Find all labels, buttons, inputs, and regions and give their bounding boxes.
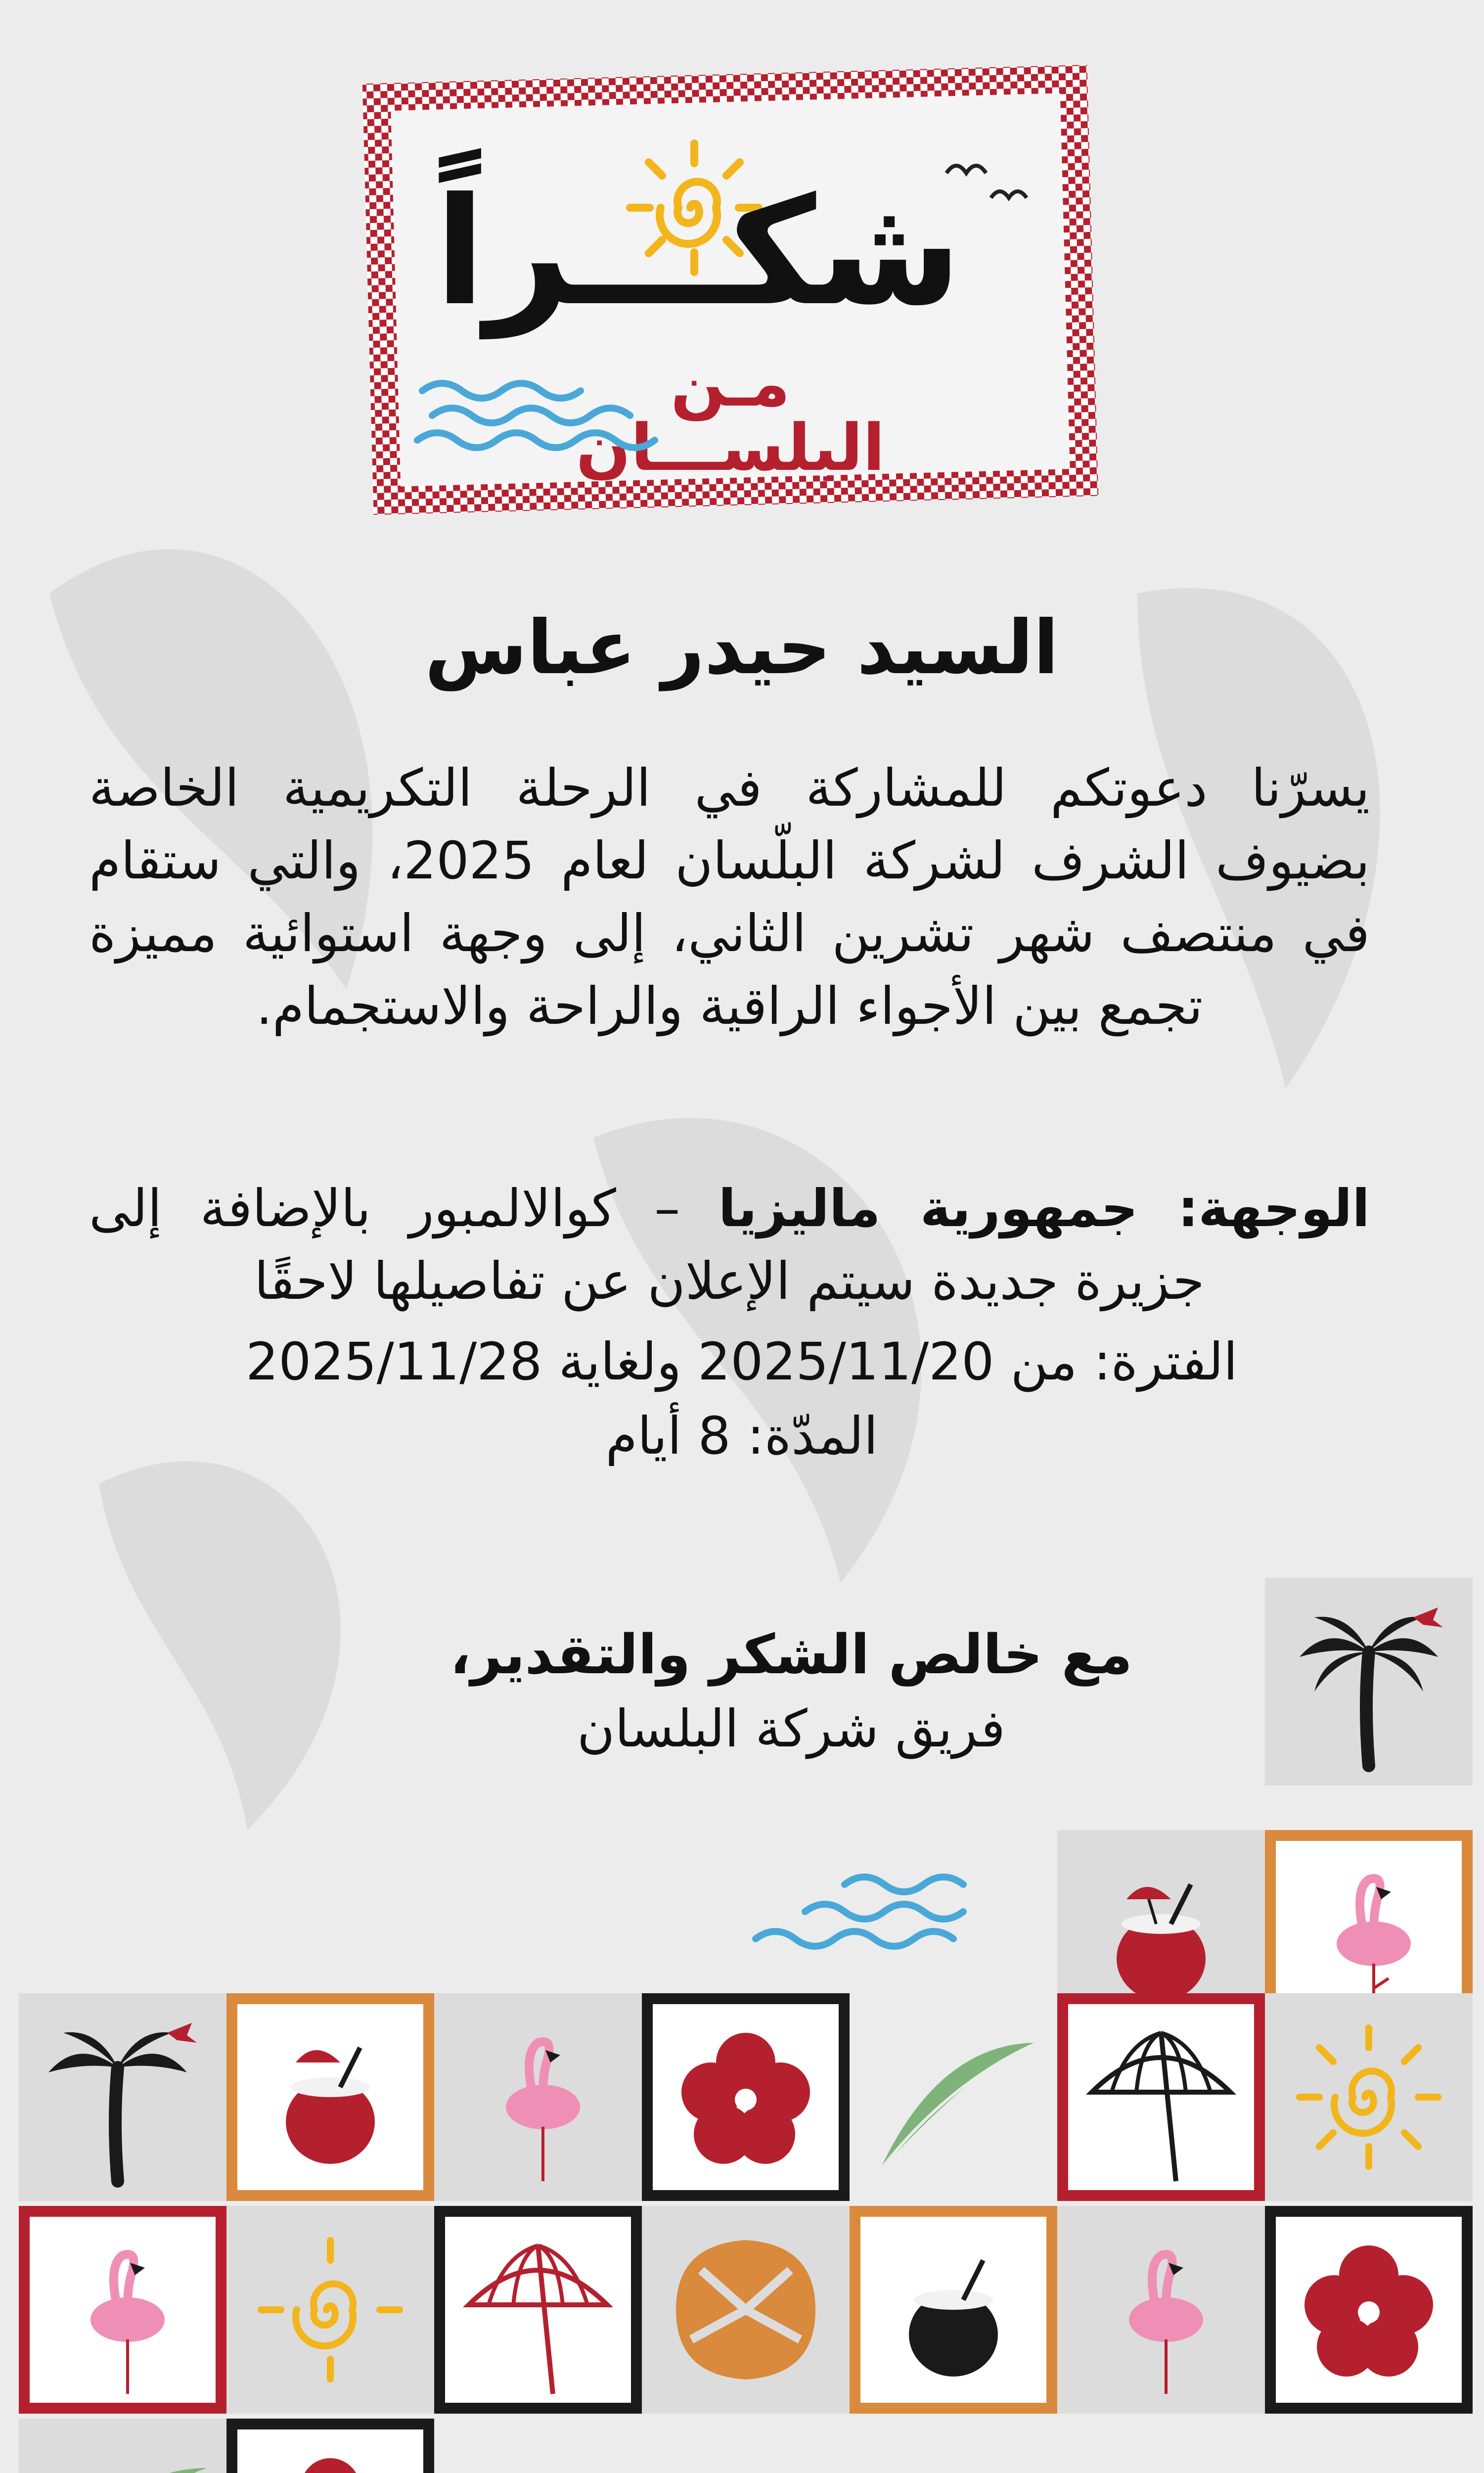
recipient-name: السيد حيدر عباس	[424, 605, 1059, 691]
thanks-badge	[358, 54, 1103, 525]
tile-palm-2	[19, 1993, 226, 2201]
tile-flamingo-3	[19, 2206, 226, 2414]
tile-umbrella-2	[434, 2206, 642, 2414]
monstera-icon	[672, 2236, 820, 2384]
tile-coconut-2	[226, 1993, 434, 2201]
tile-hibiscus-2	[1265, 2206, 1473, 2414]
tile-hibiscus-3	[226, 2419, 434, 2473]
tile-flamingo-2	[434, 1993, 642, 2201]
tile-coconut-3	[850, 2206, 1057, 2414]
trip-duration: المدّة: 8 أيام	[605, 1406, 878, 1466]
waves-icon	[412, 371, 670, 470]
badge-subtitle: مـن البلســـان	[576, 346, 885, 485]
closing-thanks: مع خالص الشكر والتقدير،	[450, 1623, 1132, 1686]
destination-line	[89, 1172, 1370, 1318]
tile-flamingo-4	[1057, 2206, 1265, 2414]
tile-leaf	[850, 1993, 1057, 2201]
waves-icon	[756, 1877, 963, 1946]
destination-label: الوجهة: جمهورية ماليزيا	[718, 1178, 1370, 1238]
tile-sun	[1265, 1993, 1473, 2201]
tile-umbrella	[1057, 1993, 1265, 2201]
destination-text: – كوالالمبور بالإضافة إلى جزيرة جديدة سيتم الإعلان عن تفاصيلها لاحقًا	[89, 1178, 1205, 1311]
closing-team: فريق شركة البلسان	[577, 1698, 1005, 1759]
tile-hibiscus	[642, 1993, 850, 2201]
trip-period: الفترة: من 2025/11/20 ولغاية 2025/11/28	[246, 1331, 1238, 1392]
tile-leaf-2	[19, 2419, 226, 2473]
badge-title: شكـــراً	[434, 166, 962, 338]
tile-waves-2	[434, 2419, 642, 2473]
tile-monstera	[642, 2206, 850, 2414]
tile-sun-2	[226, 2206, 434, 2414]
invitation-paragraph: يسرّنا دعوتكم للمشاركة في الرحلة التكريمية الخاصة بضيوف الشرف لشركة البلّسان لعام 2025، والتي ستقام في منتصف شهر تشرين الثاني، إلى وجهة استوائية مميزة تجمع بين الأجواء الراقية والراحة والاستجمام.	[89, 758, 1370, 1036]
tile-palm	[1265, 1578, 1473, 1786]
